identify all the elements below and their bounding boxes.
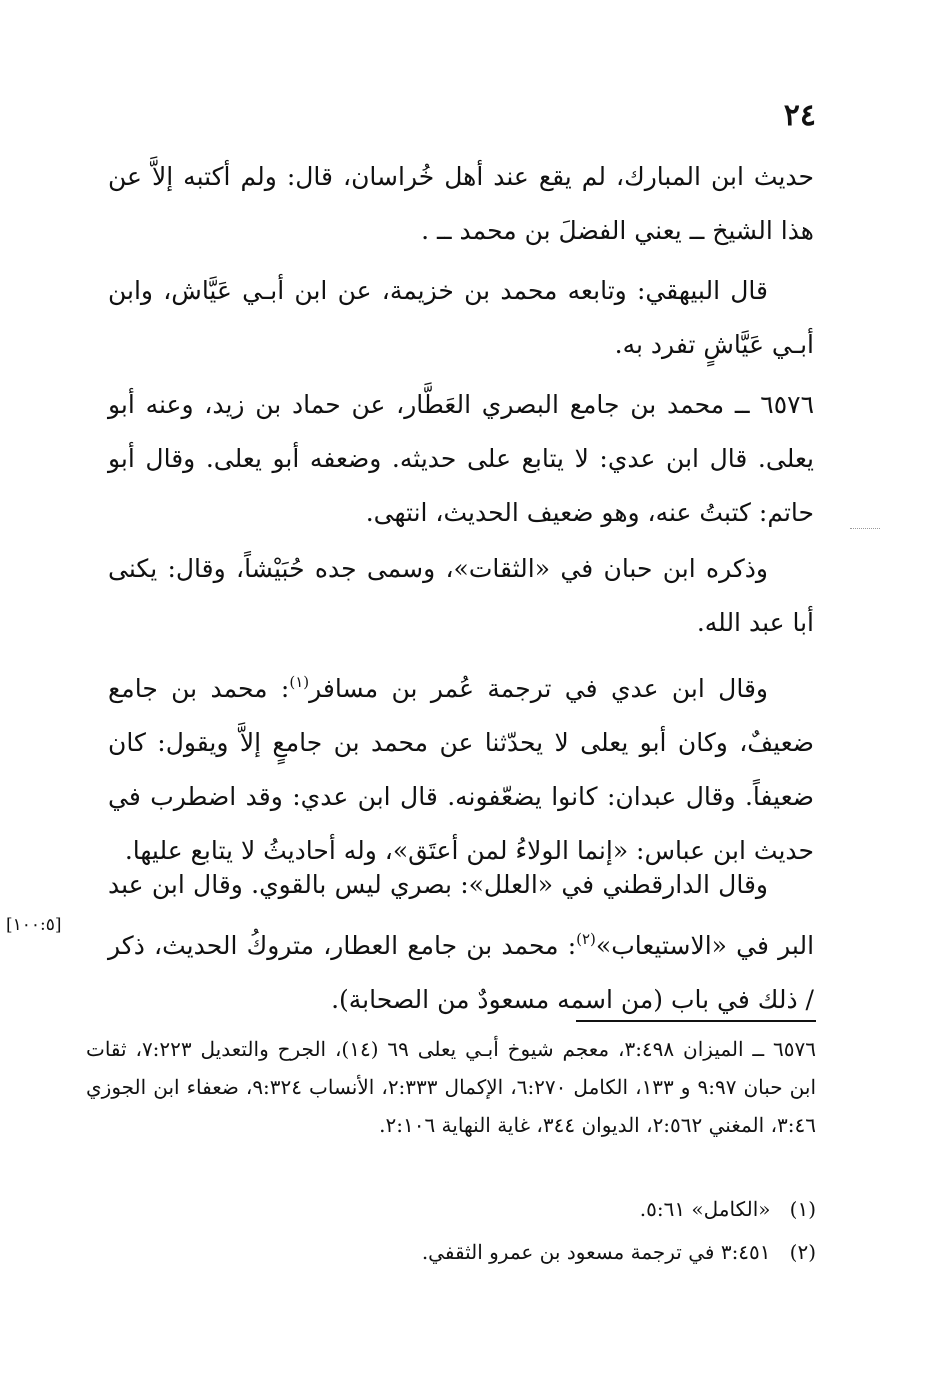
footnote-1-label: (١)	[789, 1197, 816, 1221]
footnote-2-label: (٢)	[789, 1240, 816, 1264]
paragraph-6	[108, 858, 814, 1027]
paragraph-6-text-b: : محمد بن جامع العطار، متروكُ الحديث، ذكر / ذلك في باب (من اسمه مسعودٌ من الصحابة).	[108, 931, 814, 1014]
entry-6576-paragraph: ٦٥٧٦ ــ محمد بن جامع البصري العَطَّار، عن حماد بن زيد، وعنه أبو يعلى. قال ابن عدي: لا يتابع على حديثه. وضعفه أبو يعلى. وقال أبو حاتم: كتبتُ عنه، وهو ضعيف الحديث، انتهى.	[108, 390, 814, 527]
paragraph-5	[108, 655, 814, 878]
footnote-2-text: ٣:٤٥١ في ترجمة مسعود بن عمرو الثقفي.	[421, 1240, 771, 1264]
footnote-1-text: «الكامل» ٥:٦١.	[639, 1197, 771, 1221]
footnote-ref-2: (٢)	[576, 930, 596, 948]
paragraph-5-text-a: وقال ابن عدي في ترجمة عُمر بن مسافر	[309, 674, 768, 703]
paragraph-5-text-b: : محمد بن جامع ضعيفٌ، وكان أبو يعلى لا يحدّثنا عن محمد بن جامعٍ إلاَّ ويقول: كان ضعيفاً. وقال عبدان: كانوا يضعّفونه. قال ابن عدي: وقد اضطرب في حديث ابن عباس: «إنما الولاءُ لمن أعتَق»، وله أحاديثُ لا يتابع عليها.	[108, 674, 814, 865]
paragraph-4: وذكره ابن حبان في «الثقات»، وسمى جده حُبَيْشاً، وقال: يكنى أبا عبد الله.	[108, 554, 814, 637]
paragraph-6-text-a: وقال الدارقطني في «العلل»: بصري ليس بالقوي. وقال ابن عبد البر في «الاستيعاب»	[108, 870, 815, 960]
footnote-sources: ٦٥٧٦ ــ الميزان ٣:٤٩٨، معجم شيوخ أبـي يعلى ٦٩ (١٤)، الجرح والتعديل ٧:٢٢٣، ثقات ابن حبان ٩:٩٧ و ١٣٣، الكامل ٦:٢٧٠، الإكمال ٢:٣٣٣، الأنساب ٩:٣٢٤، ضعفاء ابن الجوزي ٣:٤٦، المغني ٢:٥٦٢، الديوان ٣٤٤، غاية النهاية ٢:١٠٦.	[86, 1037, 817, 1137]
footnote-2	[300, 1233, 816, 1271]
paragraph-2: قال البيهقي: وتابعه محمد بن خزيمة، عن ابن أبـي عَيَّاش، وابن أبـي عَيَّاشٍ تفرد به.	[108, 276, 814, 359]
paragraph-1: حديث ابن المبارك، لم يقع عند أهل خُراسان، قال: ولم أكتبه إلاَّ عن هذا الشيخ ــ يعني الفضلَ بن محمد ــ .	[108, 162, 814, 245]
margin-page-reference: [١٠٠:٥]	[6, 915, 62, 935]
footnote-separator	[576, 1020, 816, 1022]
page-number: ٢٤	[783, 98, 816, 133]
footnote-1	[300, 1190, 816, 1228]
footnote-ref-1: (١)	[289, 673, 310, 691]
scan-speck	[850, 528, 880, 530]
